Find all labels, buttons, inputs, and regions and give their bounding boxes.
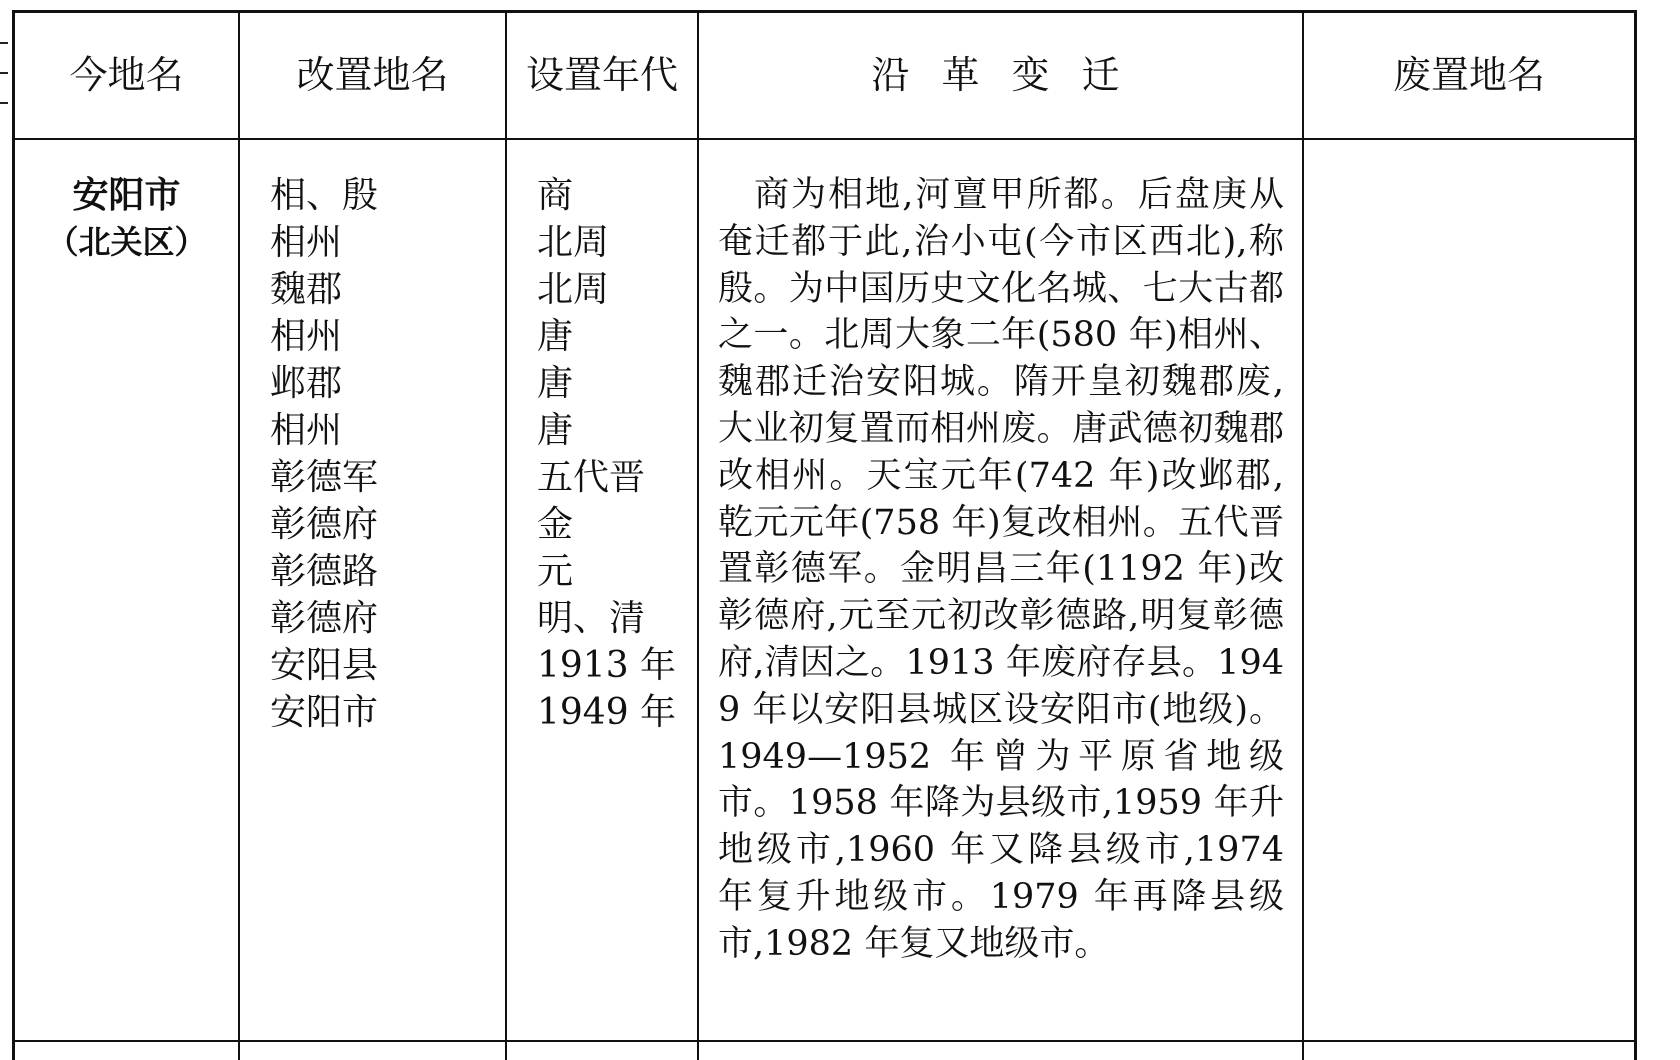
list-item: 唐 bbox=[537, 410, 574, 451]
list-item: 商 bbox=[537, 175, 574, 216]
list-item: 元 bbox=[537, 551, 574, 592]
eras-cell bbox=[537, 172, 697, 736]
list-item: 相、殷 bbox=[270, 175, 379, 216]
list-item: 北周 bbox=[537, 222, 610, 263]
row-divider bbox=[12, 1040, 1637, 1042]
column-divider bbox=[505, 10, 507, 1060]
current-district: （北关区） bbox=[46, 223, 207, 261]
abolished-names-cell bbox=[1304, 172, 1634, 212]
header-history: 沿 革 变 迁 bbox=[871, 53, 1130, 97]
list-item: 1913 年 bbox=[537, 645, 677, 686]
header-current-name: 今地名 bbox=[69, 53, 184, 97]
list-item: 相州 bbox=[270, 410, 343, 451]
header-abolished-name: 废置地名 bbox=[1392, 53, 1545, 97]
list-item: 金 bbox=[537, 504, 574, 545]
header-former-name: 改置地名 bbox=[296, 53, 449, 97]
list-item: 安阳市 bbox=[270, 692, 379, 733]
list-item: 明、清 bbox=[537, 598, 646, 639]
list-item: 五代晋 bbox=[537, 457, 646, 498]
history-text: 商为相地,河亶甲所都。后盘庚从奄迁都于此,治小屯(今市区西北),称殷。为中国历史文化名城、七大古都之一。北周大象二年(580 年)相州、魏郡迁治安阳城。隋开皇初魏郡废,大业初复置而相州废。唐武德初魏郡改相州。天宝元年(742 年)改邺郡,乾元元年(758 年)复改相州。五代晋置彰德军。金明昌三年(1192 年)改彰德府,元至元初改彰德路,明复彰德府,清因之。1913 年废府存县。1949 年以安阳县城区设安阳市(地级)。1949—1952 年曾为平原省地级市。1958 年降为县级市,1959 年升地级市,1960 年又降县级市,1974 年复升地级市。1979 年再降县级市,1982 年复又地级市。 bbox=[718, 175, 1284, 964]
scan-edge-mark bbox=[0, 42, 8, 44]
list-item: 安阳县 bbox=[270, 645, 379, 686]
list-item: 1949 年 bbox=[537, 692, 677, 733]
list-item: 彰德军 bbox=[270, 457, 379, 498]
column-divider bbox=[1302, 10, 1304, 1060]
scan-edge-mark bbox=[0, 102, 8, 104]
scan-edge-mark bbox=[0, 72, 8, 74]
list-item: 北周 bbox=[537, 269, 610, 310]
list-item: 彰德府 bbox=[270, 504, 379, 545]
list-item: 唐 bbox=[537, 316, 574, 357]
list-item: 魏郡 bbox=[270, 269, 343, 310]
current-name-cell bbox=[15, 172, 238, 266]
list-item: 相州 bbox=[270, 222, 343, 263]
column-divider bbox=[238, 10, 240, 1060]
column-divider bbox=[697, 10, 699, 1060]
list-item: 相州 bbox=[270, 316, 343, 357]
list-item: 彰德府 bbox=[270, 598, 379, 639]
header-era: 设置年代 bbox=[525, 53, 678, 97]
list-item: 唐 bbox=[537, 363, 574, 404]
list-item: 彰德路 bbox=[270, 551, 379, 592]
list-item: 邺郡 bbox=[270, 363, 343, 404]
former-names-cell bbox=[270, 172, 500, 736]
current-name: 安阳市 bbox=[72, 174, 181, 216]
